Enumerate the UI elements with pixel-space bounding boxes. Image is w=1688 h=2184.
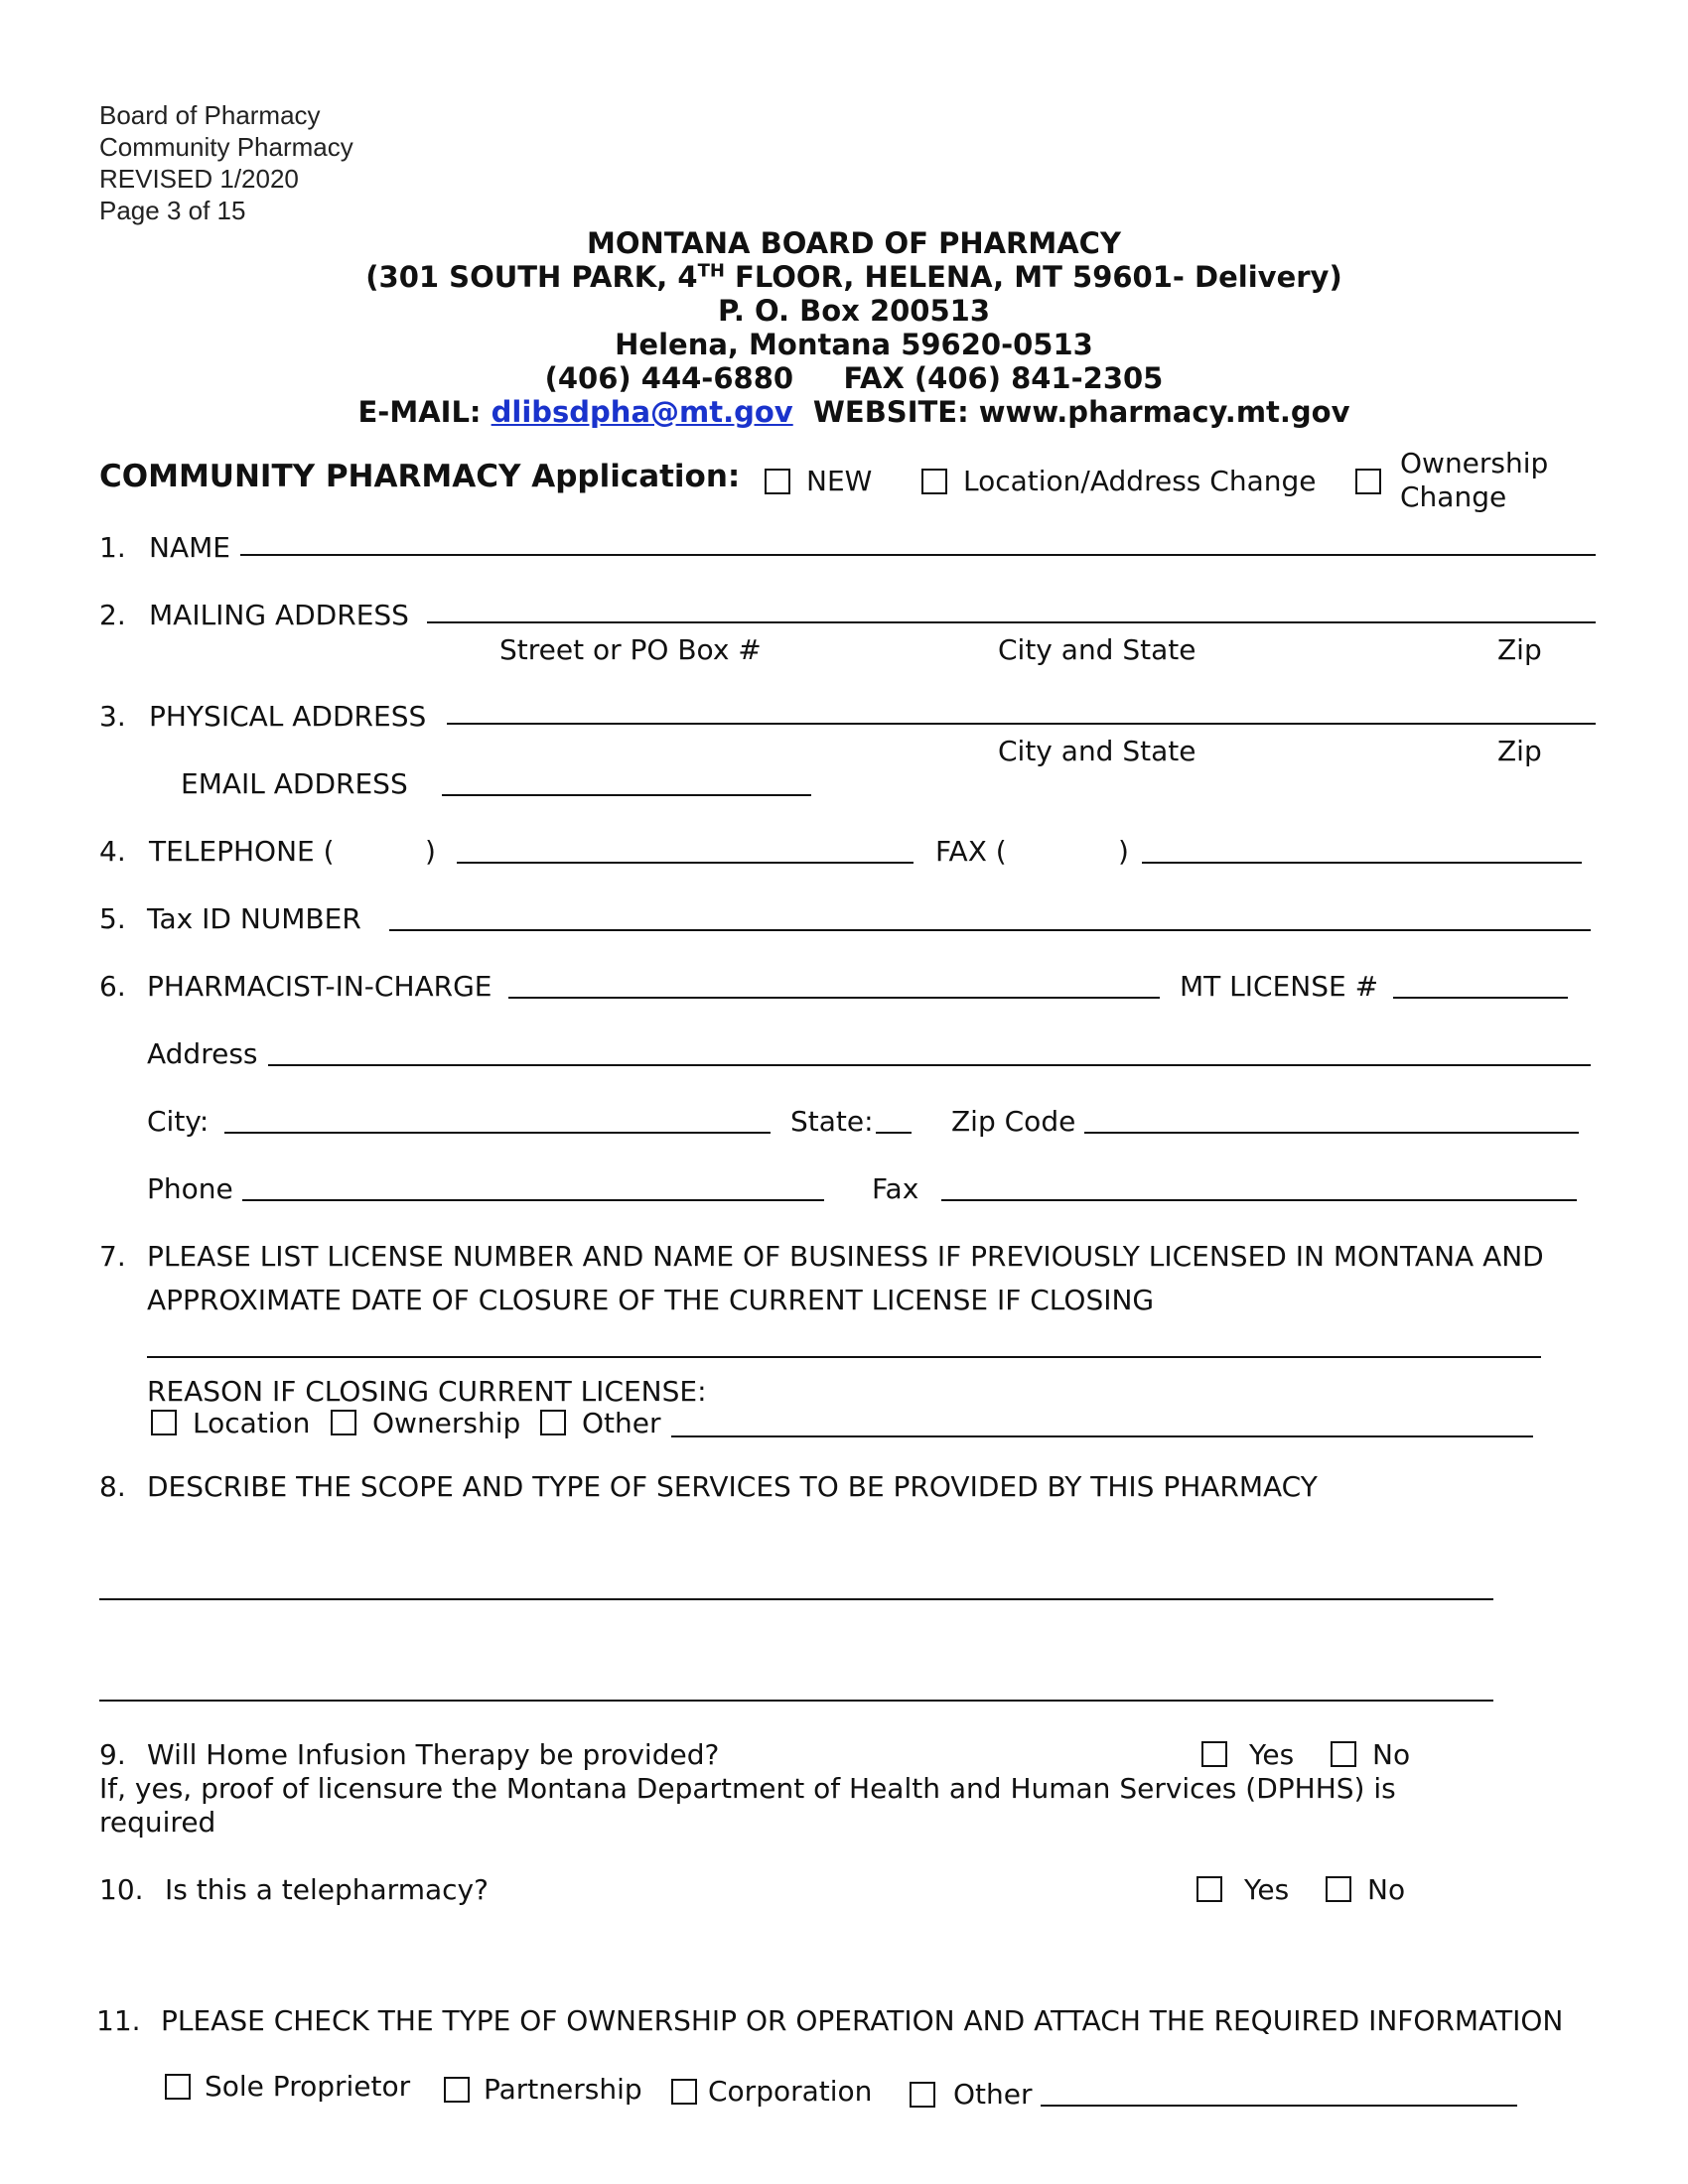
q11-label: PLEASE CHECK THE TYPE OF OWNERSHIP OR OPERATION AND ATTACH THE REQUIRED INFORMATION	[161, 2004, 1564, 2037]
pic-fax-label: Fax	[872, 1172, 919, 1205]
header-page: Page 3 of 15	[99, 196, 246, 225]
q9-number: 9.	[99, 1738, 126, 1771]
pic-label: PHARMACIST-IN-CHARGE	[147, 970, 492, 1003]
q7-line1: PLEASE LIST LICENSE NUMBER AND NAME OF BUSINESS IF PREVIOUSLY LICENSED IN MONTANA AND	[147, 1240, 1544, 1273]
q1-label: NAME	[149, 531, 230, 564]
location-change-checkbox[interactable]	[921, 469, 947, 494]
telepharmacy-yes-checkbox[interactable]	[1196, 1876, 1222, 1902]
header-org: Board of Pharmacy	[99, 100, 321, 130]
mt-license-field[interactable]	[1393, 997, 1568, 999]
sole-proprietor-label: Sole Proprietor	[205, 2070, 411, 2103]
fax-label: FAX (	[935, 835, 1007, 868]
board-title: MONTANA BOARD OF PHARMACY	[587, 226, 1121, 260]
name-field[interactable]	[240, 554, 1596, 556]
q6-number: 6.	[99, 970, 126, 1003]
corporation-label: Corporation	[708, 2075, 873, 2108]
header-revised: REVISED 1/2020	[99, 164, 299, 194]
home-infusion-yes-checkbox[interactable]	[1201, 1741, 1227, 1767]
email-website: E-MAIL: dlibsdpha@mt.gov WEBSITE: www.pharmacy.mt.gov	[357, 395, 1350, 429]
pic-city-field[interactable]	[224, 1132, 771, 1134]
reason-ownership-checkbox[interactable]	[331, 1410, 356, 1435]
tax-id-field[interactable]	[389, 929, 1591, 931]
new-checkbox[interactable]	[765, 469, 790, 494]
ownership-other-label: Other	[953, 2078, 1033, 2111]
q7-number: 7.	[99, 1240, 126, 1273]
telepharmacy-no-label: No	[1367, 1873, 1406, 1906]
q3-label: PHYSICAL ADDRESS	[149, 700, 427, 733]
email-label: EMAIL ADDRESS	[181, 767, 408, 800]
reason-location-label: Location	[193, 1407, 311, 1439]
mailing-address-field[interactable]	[427, 621, 1596, 623]
pic-address-label: Address	[147, 1037, 258, 1070]
q11-number: 11.	[96, 2004, 141, 2037]
phone-fax: (406) 444-6880 FAX (406) 841-2305	[544, 361, 1164, 395]
services-field-line-2[interactable]	[99, 1700, 1493, 1702]
q3-number: 3.	[99, 700, 126, 733]
q8-number: 8.	[99, 1470, 126, 1503]
application-label: COMMUNITY PHARMACY Application:	[99, 459, 741, 494]
partnership-checkbox[interactable]	[444, 2077, 470, 2103]
pic-phone-field[interactable]	[242, 1199, 824, 1201]
telepharmacy-yes-label: Yes	[1244, 1873, 1290, 1906]
q7-line2: APPROXIMATE DATE OF CLOSURE OF THE CURRENT LICENSE IF CLOSING	[147, 1284, 1155, 1316]
previous-license-field[interactable]	[147, 1356, 1541, 1358]
new-label: NEW	[806, 465, 873, 497]
street-caption: Street or PO Box #	[499, 633, 762, 666]
q4-number: 4.	[99, 835, 126, 868]
ownership-change-checkbox[interactable]	[1355, 469, 1381, 494]
q10-number: 10.	[99, 1873, 144, 1906]
q9-label: Will Home Infusion Therapy be provided?	[147, 1738, 720, 1771]
home-infusion-no-label: No	[1372, 1738, 1411, 1771]
sole-proprietor-checkbox[interactable]	[165, 2074, 191, 2100]
telephone-close-paren: )	[425, 835, 436, 868]
pic-zip-label: Zip Code	[951, 1105, 1076, 1138]
telephone-field[interactable]	[457, 862, 914, 864]
delivery-address: (301 SOUTH PARK, 4TH FLOOR, HELENA, MT 59601- Delivery)	[365, 260, 1342, 294]
q5-number: 5.	[99, 902, 126, 935]
reason-ownership-label: Ownership	[372, 1407, 521, 1439]
home-infusion-yes-label: Yes	[1249, 1738, 1295, 1771]
ownership-other-field[interactable]	[1041, 2105, 1517, 2107]
corporation-checkbox[interactable]	[671, 2079, 697, 2105]
q9-note-line1: If, yes, proof of licensure the Montana Department of Health and Human Services (DPHHS) is	[99, 1772, 1396, 1805]
pic-phone-label: Phone	[147, 1172, 233, 1205]
partnership-label: Partnership	[484, 2073, 642, 2106]
home-infusion-no-checkbox[interactable]	[1331, 1741, 1356, 1767]
fax-field[interactable]	[1142, 862, 1582, 864]
pic-city-label: City:	[147, 1105, 210, 1138]
q1-number: 1.	[99, 531, 126, 564]
q8-label: DESCRIBE THE SCOPE AND TYPE OF SERVICES TO BE PROVIDED BY THIS PHARMACY	[147, 1470, 1318, 1503]
reason-other-field[interactable]	[671, 1435, 1533, 1437]
pic-field[interactable]	[508, 997, 1160, 999]
q10-label: Is this a telepharmacy?	[165, 1873, 489, 1906]
pic-state-field[interactable]	[876, 1132, 912, 1134]
header-form: Community Pharmacy	[99, 132, 353, 162]
reason-other-label: Other	[582, 1407, 661, 1439]
pic-state-label: State:	[790, 1105, 874, 1138]
telephone-label: TELEPHONE (	[149, 835, 335, 868]
physical-address-field[interactable]	[447, 723, 1596, 725]
po-box: P. O. Box 200513	[717, 294, 991, 328]
reason-label: REASON IF CLOSING CURRENT LICENSE:	[147, 1375, 707, 1408]
email-link[interactable]: dlibsdpha@mt.gov	[491, 395, 793, 429]
ownership-other-checkbox[interactable]	[910, 2082, 935, 2108]
q2-label: MAILING ADDRESS	[149, 599, 409, 631]
q9-note-line2: required	[99, 1806, 216, 1839]
location-change-label: Location/Address Change	[963, 465, 1317, 497]
city-state-caption: City and State	[998, 633, 1196, 666]
mt-license-label: MT LICENSE #	[1180, 970, 1379, 1003]
reason-location-checkbox[interactable]	[151, 1410, 177, 1435]
city-zip: Helena, Montana 59620-0513	[615, 328, 1093, 361]
services-field-line-1[interactable]	[99, 1598, 1493, 1600]
zip-caption: Zip	[1497, 633, 1542, 666]
fax-close-paren: )	[1118, 835, 1129, 868]
city-state-caption-2: City and State	[998, 735, 1196, 767]
pic-address-field[interactable]	[268, 1064, 1591, 1066]
telepharmacy-no-checkbox[interactable]	[1326, 1876, 1351, 1902]
pic-zip-field[interactable]	[1084, 1132, 1579, 1134]
zip-caption-2: Zip	[1497, 735, 1542, 767]
email-field[interactable]	[442, 794, 811, 796]
q2-number: 2.	[99, 599, 126, 631]
pic-fax-field[interactable]	[941, 1199, 1577, 1201]
ownership-change-label: Ownership Change	[1400, 447, 1549, 513]
reason-other-checkbox[interactable]	[540, 1410, 566, 1435]
tax-id-label: Tax ID NUMBER	[147, 902, 361, 935]
